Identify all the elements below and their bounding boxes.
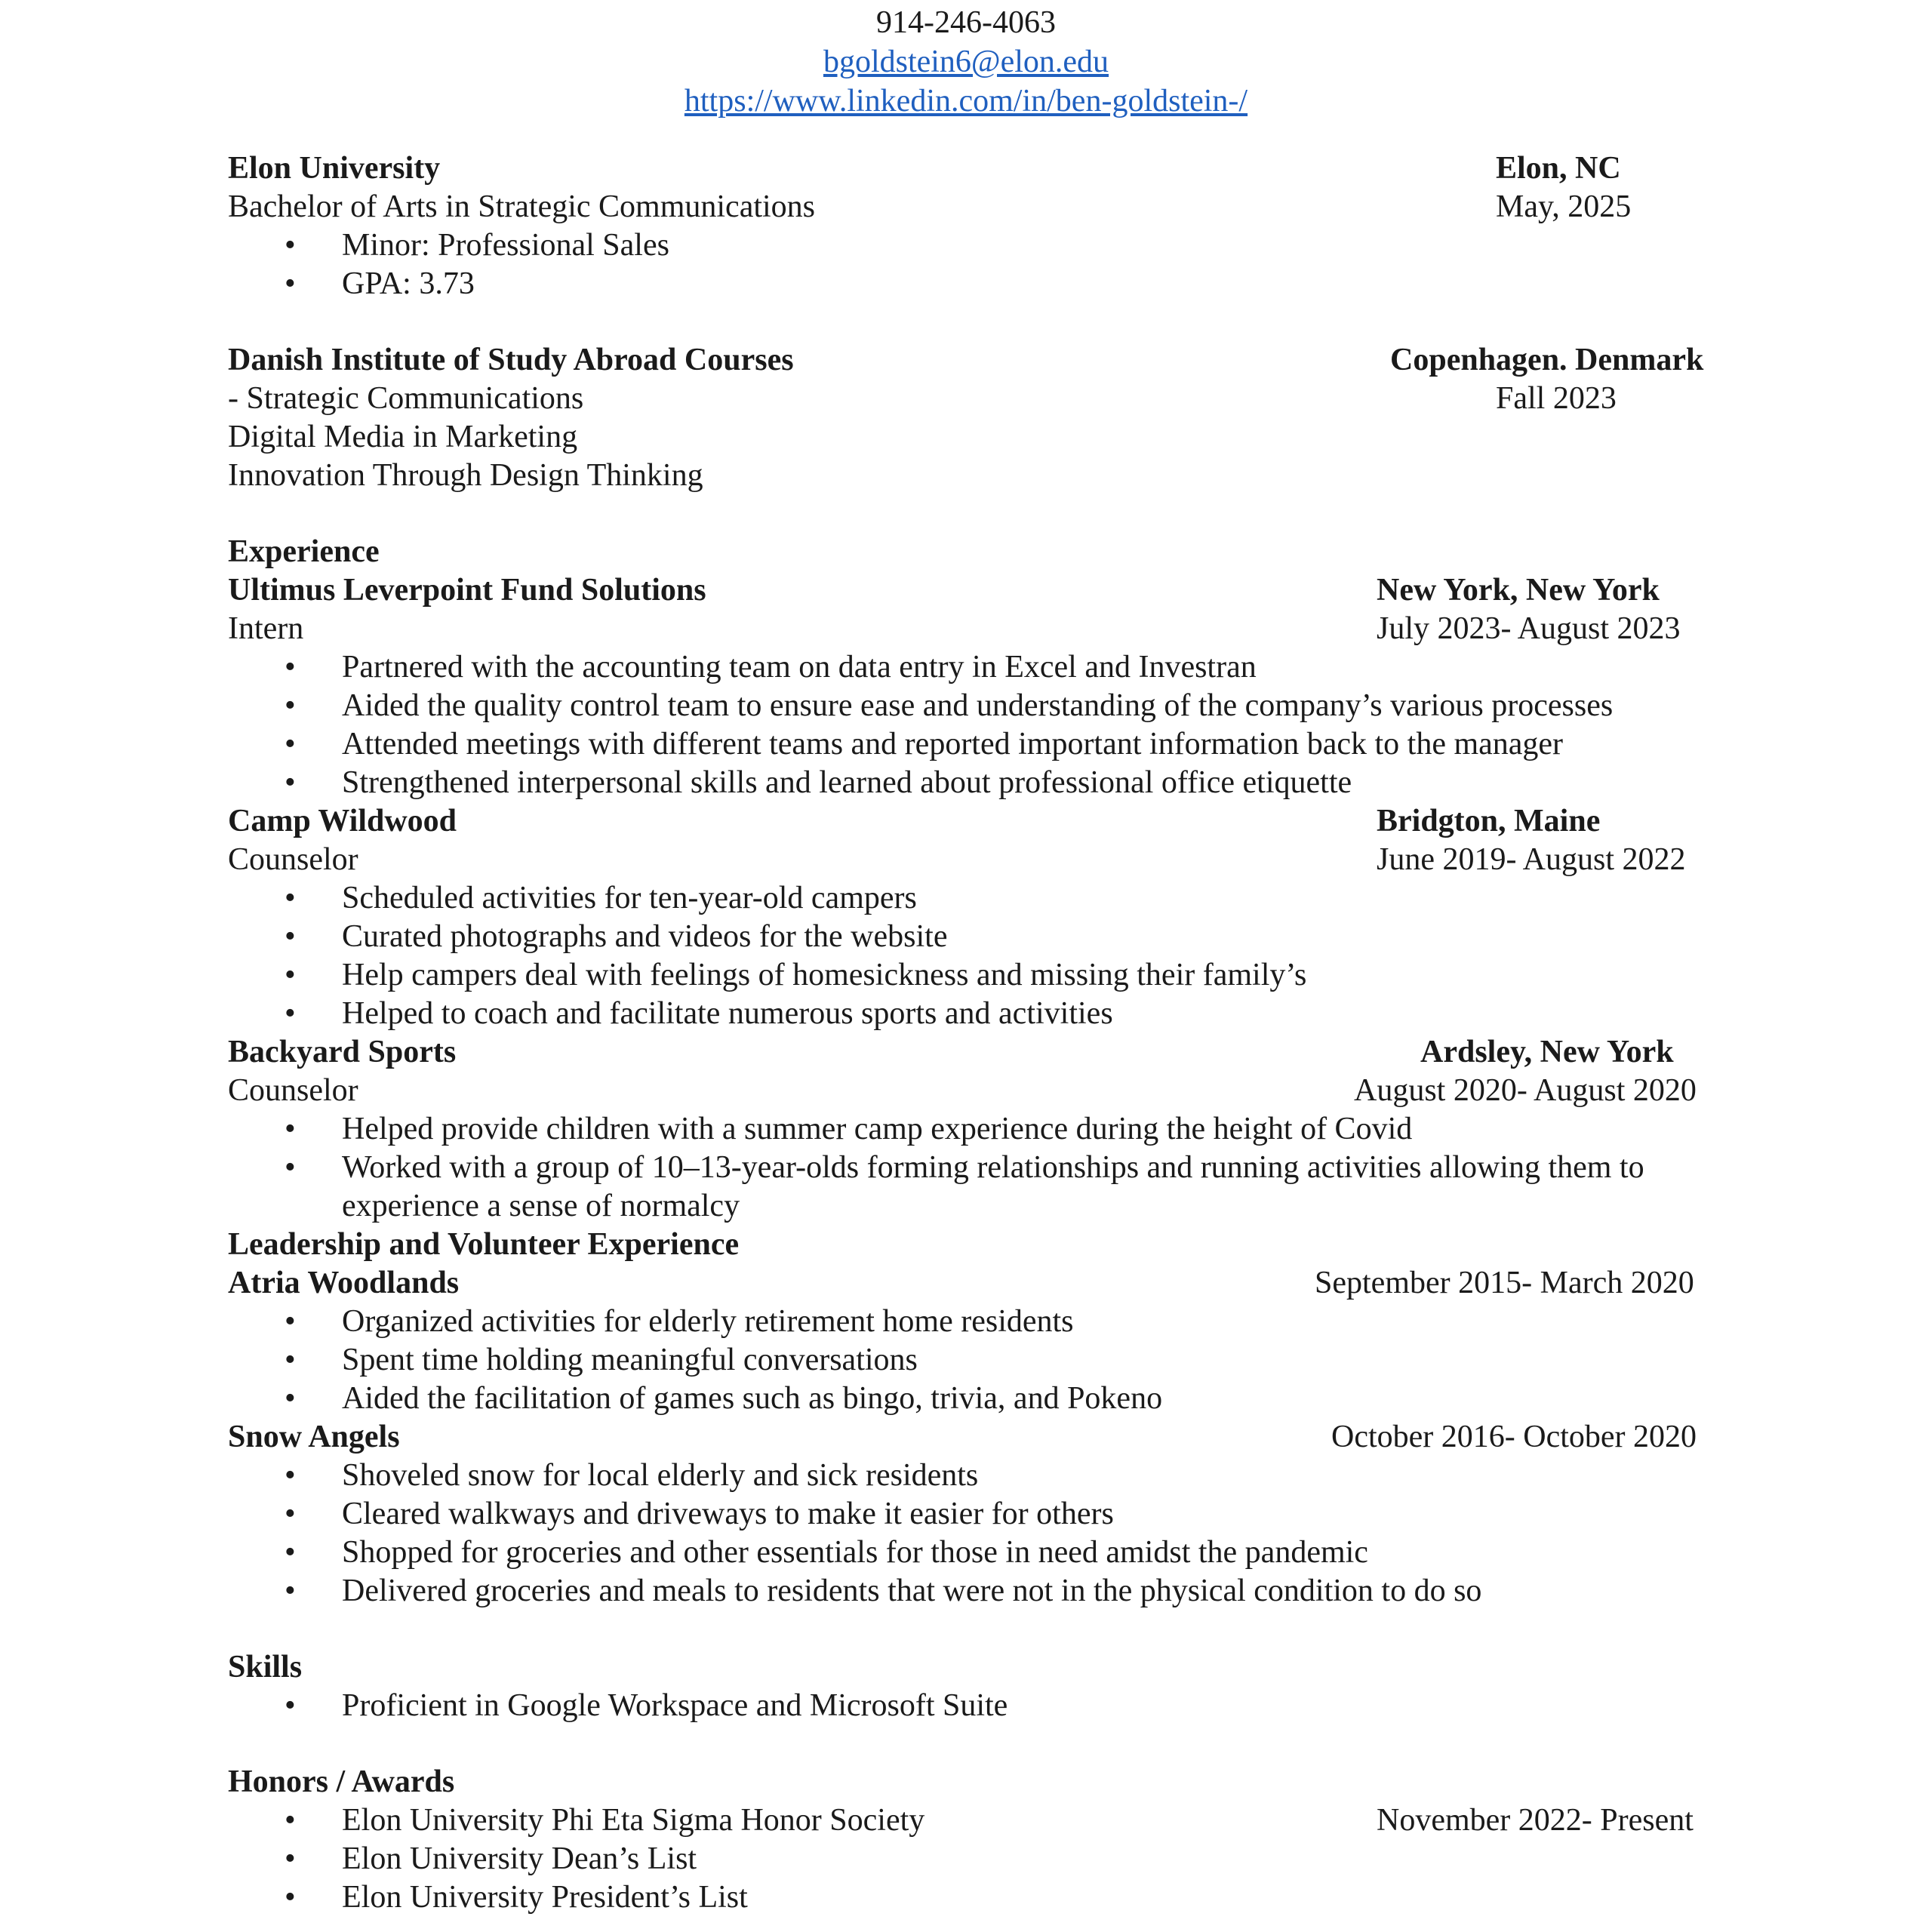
study-date: Fall 2023: [1496, 381, 1617, 416]
employer-location: Ardsley, New York: [1420, 1035, 1674, 1069]
employer-location: New York, New York: [1377, 573, 1660, 608]
employer-location: Bridgton, Maine: [1377, 804, 1601, 838]
list-item: • Spent time holding meaningful conversations: [228, 1341, 1715, 1380]
list-item: • Partnered with the accounting team on data entry in Excel and Investran: [228, 648, 1715, 687]
list-item: • Curated photographs and videos for the website: [228, 918, 1715, 956]
course: Digital Media in Marketing: [228, 420, 578, 454]
list-item: • Organized activities for elderly retirement home residents: [228, 1303, 1715, 1341]
section-heading-honors: Honors / Awards: [228, 1764, 455, 1799]
employer-name: Backyard Sports: [228, 1035, 457, 1069]
list-item: • Helped provide children with a summer camp experience during the height of Covid: [228, 1110, 1715, 1149]
list-item: • GPA: 3.73: [228, 265, 1715, 303]
list-item: • Shopped for groceries and other essentials for those in need amidst the pandemic: [228, 1534, 1715, 1572]
volunteer-dates: October 2016- October 2020: [1331, 1420, 1697, 1454]
list-item: • Delivered groceries and meals to residents that were not in the physical condition to do so: [228, 1572, 1715, 1611]
contact-block: [0, 3, 1932, 121]
list-item: • Cleared walkways and driveways to make it easier for others: [228, 1495, 1715, 1534]
job-dates: August 2020- August 2020: [1354, 1073, 1697, 1108]
list-item: • Minor: Professional Sales: [228, 226, 1715, 265]
section-heading-leadership: Leadership and Volunteer Experience: [228, 1227, 740, 1262]
phone-number: 914-246-4063: [876, 5, 1056, 40]
list-item: • Proficient in Google Workspace and Microsoft Suite: [228, 1687, 1715, 1725]
list-item: • Attended meetings with different teams and reported important information back to the manager: [228, 725, 1715, 764]
school-location: Copenhagen. Denmark: [1390, 343, 1704, 377]
list-item: • Elon University Phi Eta Sigma Honor Society: [228, 1801, 924, 1840]
section-heading-experience: Experience: [228, 534, 380, 569]
employer-name: Ultimus Leverpoint Fund Solutions: [228, 573, 706, 608]
graduation-date: May, 2025: [1496, 189, 1632, 224]
course: - Strategic Communications: [228, 381, 584, 416]
school-name: Danish Institute of Study Abroad Courses: [228, 343, 794, 377]
job-dates: June 2019- August 2022: [1377, 842, 1686, 877]
volunteer-dates: September 2015- March 2020: [1315, 1266, 1694, 1300]
list-item: • Aided the facilitation of games such as bingo, trivia, and Pokeno: [228, 1380, 1715, 1418]
resume-body: [228, 149, 1715, 1917]
list-item: • Strengthened interpersonal skills and learned about professional office etiquette: [228, 764, 1715, 802]
list-item: • Elon University Dean’s List: [228, 1840, 1715, 1878]
organization-name: Snow Angels: [228, 1420, 400, 1454]
list-item: • Helped to coach and facilitate numerous sports and activities: [228, 995, 1715, 1033]
course: Innovation Through Design Thinking: [228, 458, 703, 493]
list-item: • Aided the quality control team to ensure ease and understanding of the company’s various processes: [228, 687, 1715, 725]
list-item: • Shoveled snow for local elderly and sick residents: [228, 1457, 1715, 1495]
list-item: • Help campers deal with feelings of homesickness and missing their family’s: [228, 956, 1715, 995]
job-role: Counselor: [228, 1073, 358, 1108]
list-item: • Scheduled activities for ten-year-old campers: [228, 879, 1715, 918]
job-dates: July 2023- August 2023: [1377, 611, 1681, 646]
employer-name: Camp Wildwood: [228, 804, 457, 838]
degree: Bachelor of Arts in Strategic Communications: [228, 189, 816, 224]
honor-dates: November 2022- Present: [1377, 1803, 1694, 1838]
school-location: Elon, NC: [1496, 151, 1621, 186]
list-item: • Elon University President’s List: [228, 1878, 1715, 1917]
organization-name: Atria Woodlands: [228, 1266, 460, 1300]
school-name: Elon University: [228, 151, 441, 186]
section-heading-skills: Skills: [228, 1650, 303, 1684]
job-role: Intern: [228, 611, 304, 646]
email-link[interactable]: bgoldstein6@elon.edu: [823, 45, 1109, 79]
job-role: Counselor: [228, 842, 358, 877]
linkedin-link[interactable]: https://www.linkedin.com/in/ben-goldstein-/: [684, 84, 1248, 118]
list-item: • Worked with a group of 10–13-year-olds forming relationships and running activities allowing them to experience a sense of normalcy: [228, 1149, 1715, 1226]
